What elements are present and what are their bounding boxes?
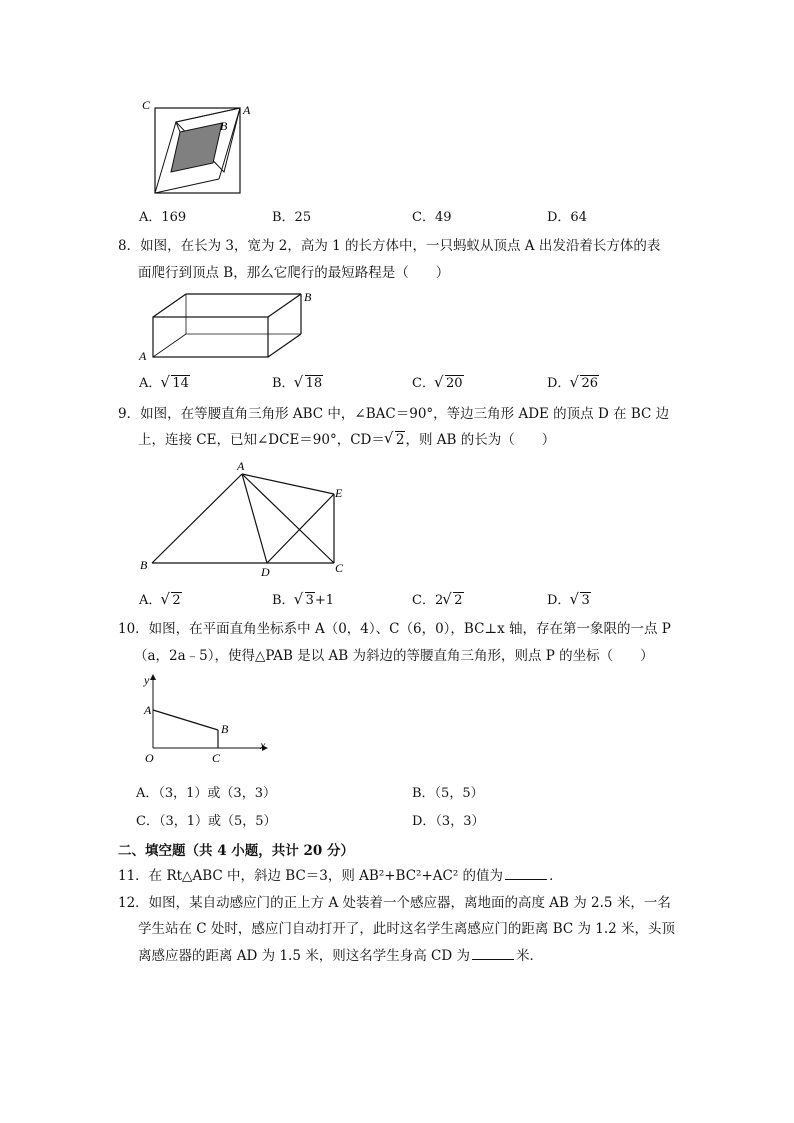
q7-label-b: B xyxy=(220,119,228,133)
q9-label-e: E xyxy=(335,486,343,500)
q12-text-line1: 12．如图，某自动感应门的正上方 A 处装着一个感应器，离地面的高度 AB 为 2.5 米，一名 xyxy=(118,895,671,911)
q8-text-line2: 面爬行到顶点 B，那么它爬行的最短路程是（ ） xyxy=(138,265,450,281)
q9-option-b: B．√ 3+1 xyxy=(272,592,334,610)
q7-label-c: C xyxy=(142,98,151,112)
q10-coordinate-figure xyxy=(136,670,276,770)
q9-label-d: D xyxy=(261,565,270,579)
q8-option-c: C．√ 20 xyxy=(412,375,464,393)
q10-text-line1: 10．如图，在平面直角坐标系中 A（0，4）、C（6，0），BC⊥x 轴，存在第一象限的一点 P xyxy=(118,621,671,637)
q8-label-a: A xyxy=(139,349,147,363)
q10-option-a: A．（3，1）或（3，3） xyxy=(136,786,276,801)
section-title: 二、填空题（共 4 小题，共计 20 分） xyxy=(118,843,354,859)
q9-text-line1: 9．如图，在等腰直角三角形 ABC 中，∠BAC＝90°，等边三角形 ADE 的顶点 D 在 BC 边 xyxy=(118,406,670,422)
q7-option-a: A．169 xyxy=(139,210,187,225)
q8-option-b: B．√ 18 xyxy=(272,375,323,393)
q9-text-line2: 上，连接 CE，已知∠DCE＝90°，CD＝√ 2，则 AB 的长为（ ） xyxy=(138,430,698,450)
q12-text-line2: 学生站在 C 处时，感应门自动打开了，此时这名学生离感应门的距离 BC 为 1.2 米，头顶 xyxy=(138,921,676,937)
q8-option-a: A．√ 14 xyxy=(139,375,190,393)
q8-option-d: D．√ 26 xyxy=(547,375,599,393)
q7-square-figure xyxy=(138,96,258,200)
q10-label-a: A xyxy=(144,703,152,717)
q11-answer-blank xyxy=(505,867,547,880)
q7-label-a: A xyxy=(243,103,251,117)
q8-cuboid-figure xyxy=(136,286,326,366)
q9-option-a: A．√ 2 xyxy=(139,592,182,610)
q9-label-a: A xyxy=(237,459,245,473)
q9-option-c: C．2√ 2 xyxy=(412,592,464,610)
q10-option-c: C．（3，1）或（5，5） xyxy=(136,814,277,829)
q7-option-d: D．64 xyxy=(547,210,587,225)
q11-text: 11．在 Rt△ABC 中，斜边 BC＝3，则 AB²+BC²+AC² 的值为 ． xyxy=(118,868,563,884)
q9-triangle-figure xyxy=(136,456,356,580)
q10-text-line2: （a，2a﹣5），使得△PAB 是以 AB 为斜边的等腰直角三角形，则点 P 的坐标（ ） xyxy=(134,648,654,664)
q10-label-x: x xyxy=(260,738,266,752)
q10-label-o: O xyxy=(145,751,154,765)
q7-option-c: C．49 xyxy=(412,210,452,225)
q10-label-y: y xyxy=(144,673,150,687)
q10-label-c: C xyxy=(212,751,221,765)
q10-option-b: B．（5，5） xyxy=(412,786,484,801)
q7-option-b: B．25 xyxy=(272,210,312,225)
q8-text-line1: 8．如图，在长为 3，宽为 2，高为 1 的长方体中，一只蚂蚁从顶点 A 出发沿着长方体的表 xyxy=(118,238,661,254)
q12-answer-blank xyxy=(472,947,514,960)
q10-label-b: B xyxy=(221,722,229,736)
q8-label-b: B xyxy=(304,290,312,304)
q10-option-d: D．（3，3） xyxy=(412,814,485,829)
q12-text-line3: 离感应器的距离 AD 为 1.5 米，则这名学生身高 CD 为 米． xyxy=(138,948,543,964)
q9-option-d: D．√ 3 xyxy=(547,592,591,610)
q9-label-c: C xyxy=(335,561,344,575)
q9-label-b: B xyxy=(140,558,148,572)
